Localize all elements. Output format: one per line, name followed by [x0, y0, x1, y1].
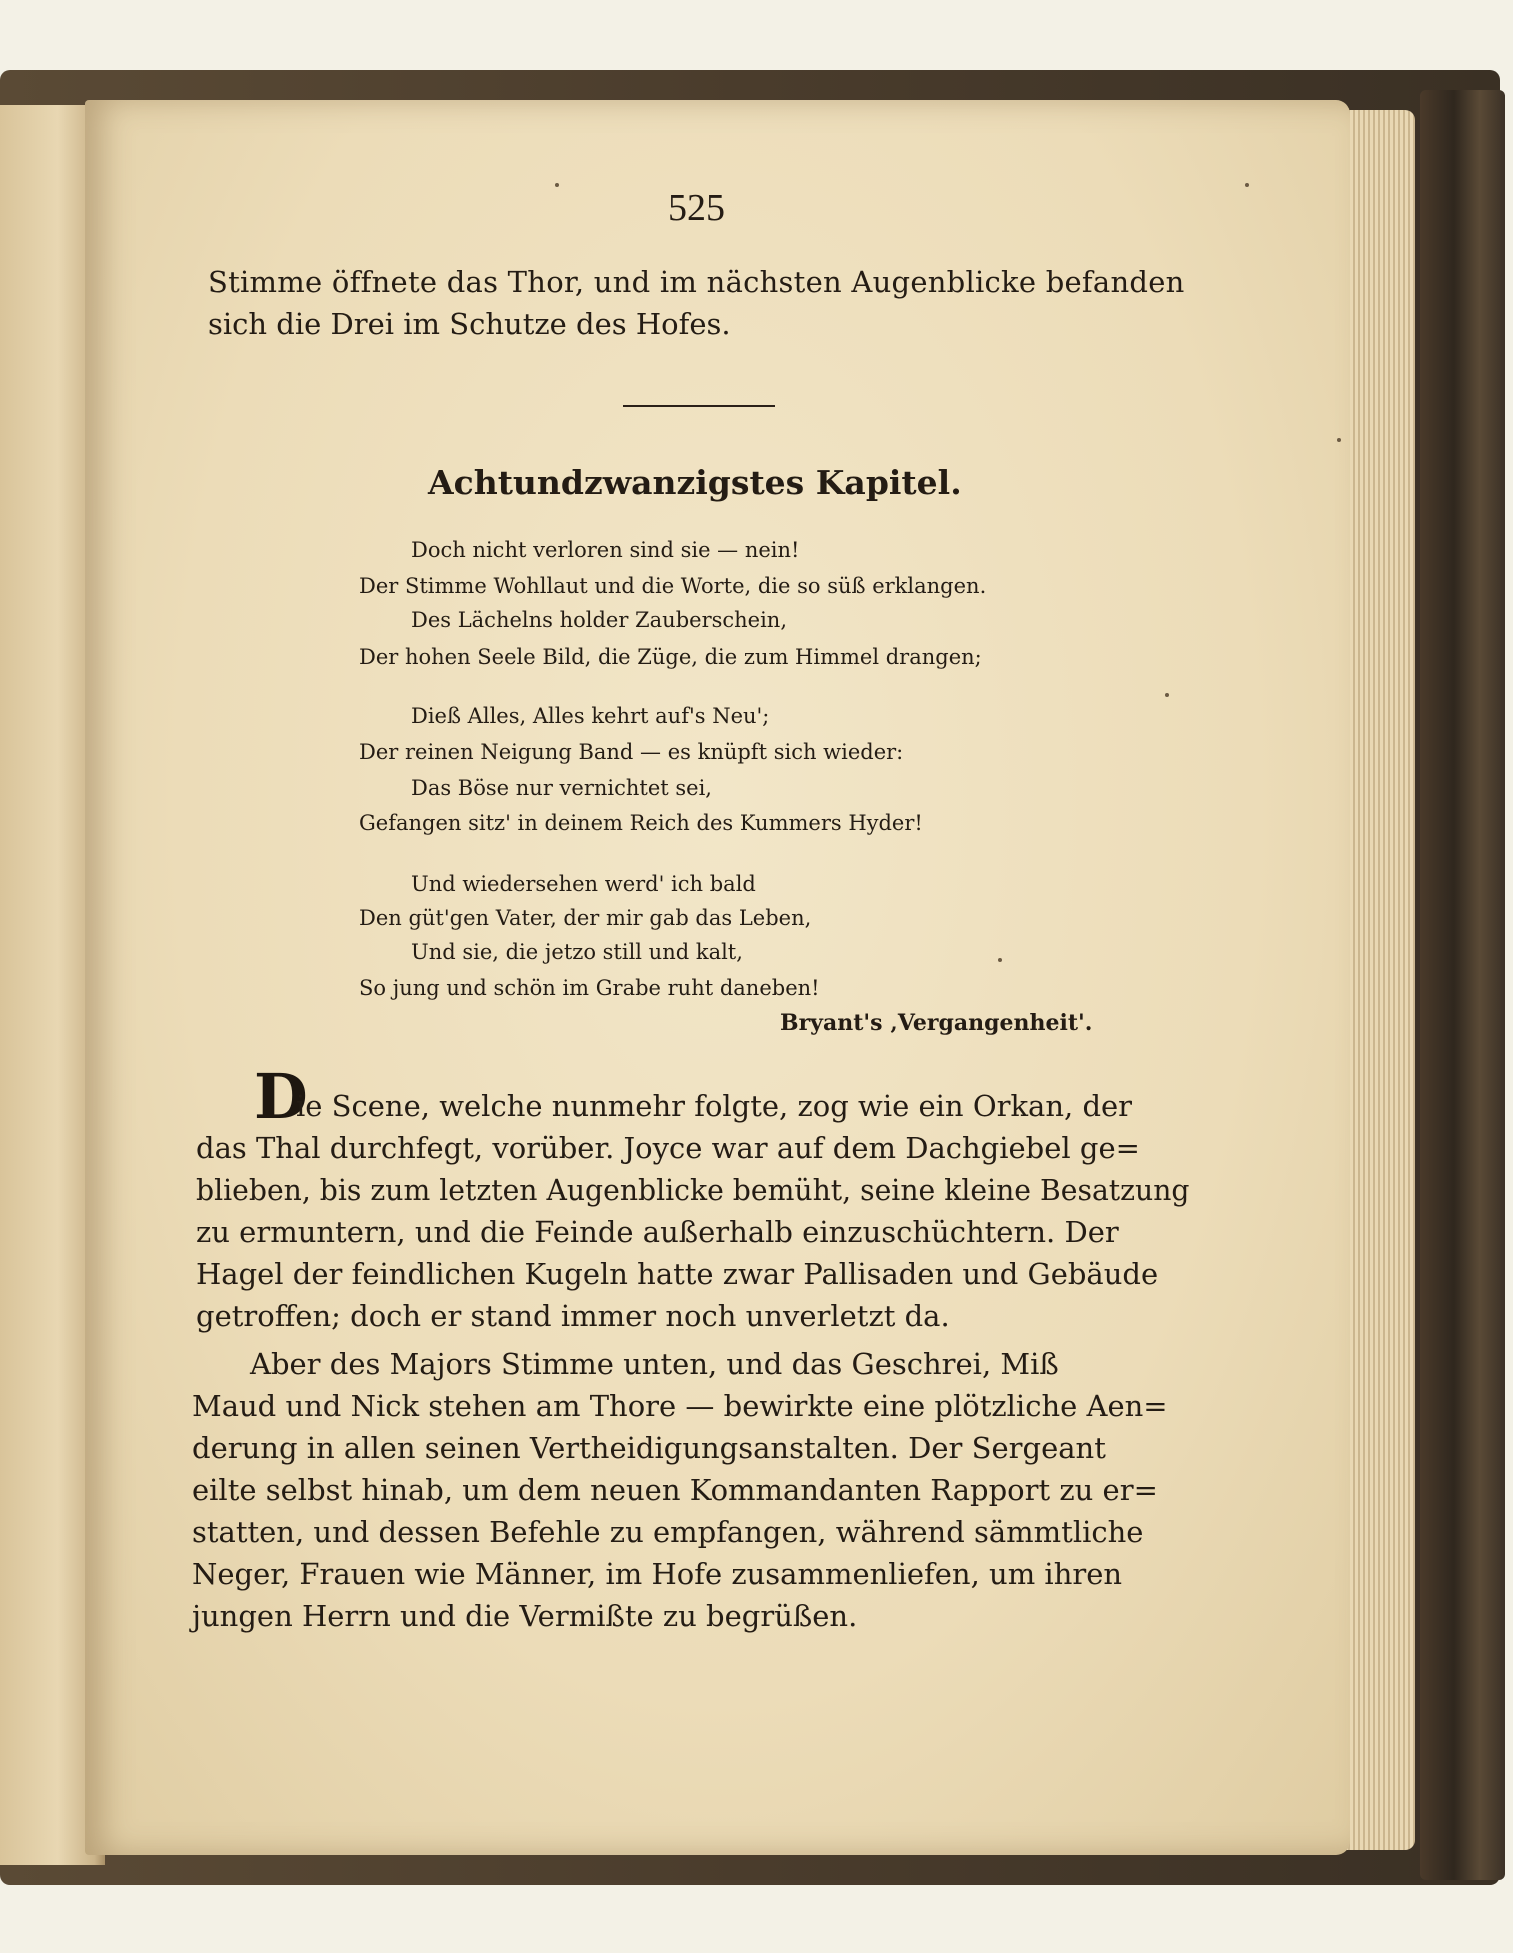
verse-line: Gefangen sitz' in deinem Reich des Kummers Hyder! — [359, 811, 923, 835]
verse-line: Der hohen Seele Bild, die Züge, die zum Himmel drangen; — [359, 645, 982, 669]
verse-line: Und wiedersehen werd' ich bald — [411, 872, 756, 896]
text-line: derung in allen seinen Vertheidigungsanstalten. Der Sergeant — [192, 1431, 1106, 1465]
text-line: statten, und dessen Befehle zu empfangen, während sämmtliche — [192, 1515, 1144, 1549]
text-line: das Thal durchfegt, vorüber. Joyce war auf dem Dachgiebel ge= — [196, 1131, 1140, 1165]
chapter-title: Achtundzwanzigstes Kapitel. — [428, 463, 962, 502]
verse-line: Und sie, die jetzo still und kalt, — [411, 940, 743, 964]
verse-line: Der reinen Neigung Band — es knüpft sich wieder: — [359, 740, 904, 764]
text-line: Hagel der feindlichen Kugeln hatte zwar Pallisaden und Gebäude — [196, 1257, 1159, 1291]
text-line: zu ermuntern, und die Feinde außerhalb einzuschüchtern. Der — [196, 1215, 1119, 1249]
verse-line: Den güt'gen Vater, der mir gab das Leben, — [359, 906, 812, 930]
verse-line: Der Stimme Wohllaut und die Worte, die so süß erklangen. — [359, 574, 987, 598]
text-line: eilte selbst hinab, um dem neuen Kommandanten Rapport zu er= — [192, 1473, 1158, 1507]
text-line: ie Scene, welche nunmehr folgte, zog wie ein Orkan, der — [296, 1089, 1133, 1123]
paper-speck — [555, 183, 559, 187]
text-line: Stimme öffnete das Thor, und im nächsten Augenblicke befanden — [208, 265, 1185, 299]
text-line: Neger, Frauen wie Männer, im Hofe zusammenliefen, um ihren — [192, 1557, 1123, 1591]
verse-line: Doch nicht verloren sind sie — nein! — [411, 538, 800, 562]
verse-line: Das Böse nur vernichtet sei, — [411, 776, 712, 800]
text-line: Maud und Nick stehen am Thore — bewirkte eine plötzliche Aen= — [192, 1389, 1168, 1423]
text-line: jungen Herrn und die Vermißte zu begrüßen. — [192, 1599, 858, 1633]
verse-line: Dieß Alles, Alles kehrt auf's Neu'; — [411, 704, 770, 728]
text-line: blieben, bis zum letzten Augenblicke bemüht, seine kleine Besatzung — [196, 1173, 1190, 1207]
paper-speck — [998, 958, 1002, 962]
verse-line: So jung und schön im Grabe ruht daneben! — [359, 976, 820, 1000]
paper-speck — [1245, 183, 1249, 187]
text-line: getroffen; doch er stand immer noch unverletzt da. — [196, 1299, 950, 1333]
book-spine-edge — [1420, 90, 1505, 1880]
epigraph-attribution: Bryant's ‚Vergangenheit'. — [780, 1010, 1093, 1036]
text-line: sich die Drei im Schutze des Hofes. — [208, 307, 731, 341]
drop-cap: D — [254, 1060, 308, 1133]
paper-speck — [1165, 693, 1169, 697]
text-line: Aber des Majors Stimme unten, und das Geschrei, Miß — [250, 1347, 1059, 1381]
verse-line: Des Lächelns holder Zauberschein, — [411, 608, 788, 632]
section-divider — [623, 405, 775, 407]
page-number: 525 — [668, 187, 725, 229]
paper-speck — [1337, 438, 1341, 442]
